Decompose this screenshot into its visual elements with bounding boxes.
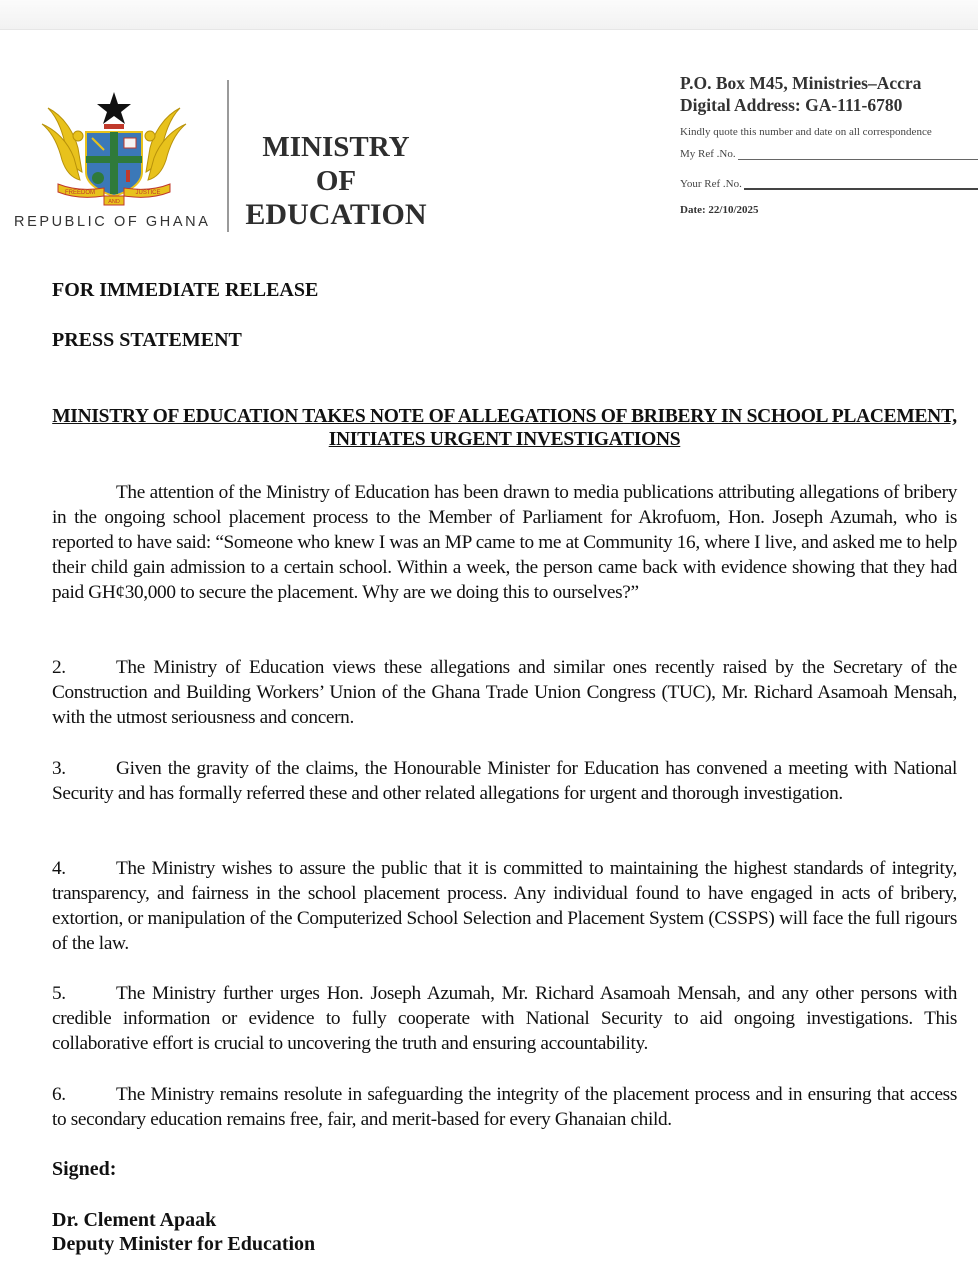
po-box: P.O. Box M45, Ministries–Accra <box>680 73 922 93</box>
paragraph-text: The Ministry further urges Hon. Joseph Azumah, Mr. Richard Asamoah Mensah, and any other persons with credible information or evidence to fully cooperate with National Security to aid ongoing investigations. This collaborative effort is crucial to uncovering the truth and ensuring accountability. <box>52 983 957 1054</box>
motto-and: AND <box>108 199 120 205</box>
document-date: Date: 22/10/2025 <box>680 204 759 216</box>
paragraph-1 <box>52 480 957 605</box>
paragraph-2 <box>52 655 957 730</box>
signed-label: Signed: <box>52 1158 117 1180</box>
paragraph-number: 6. <box>52 1084 66 1105</box>
motto-freedom: FREEDOM <box>65 190 95 196</box>
paragraph-number: 4. <box>52 858 66 879</box>
ministry-line-2: OF <box>315 165 357 197</box>
your-ref-label: Your Ref .No. <box>680 178 742 190</box>
your-ref-field <box>680 178 978 190</box>
paragraph-text: The Ministry remains resolute in safeguarding the integrity of the placement process and in ensuring that access to secondary education remains free, fair, and merit-based for every Ghanaian child. <box>52 1084 957 1130</box>
paragraph-text: The Ministry of Education views these allegations and similar ones recently raised by the Secretary of the Construction and Building Workers’ Union of the Ghana Trade Union Congress (TUC), Mr. Richard Asamoah Mensah, with the utmost seriousness and concern. <box>52 657 957 728</box>
quote-note: Kindly quote this number and date on all correspondence <box>680 126 932 138</box>
my-ref-field <box>680 148 978 160</box>
paragraph-number: 2. <box>52 657 66 678</box>
paragraph-3 <box>52 756 957 806</box>
digital-address: Digital Address: GA-111-6780 <box>680 95 903 115</box>
paragraph-number: 5. <box>52 983 66 1004</box>
my-ref-label: My Ref .No. <box>680 148 736 160</box>
signatory-title: Deputy Minister for Education <box>52 1233 316 1255</box>
my-ref-line <box>738 150 978 160</box>
paragraph-text: The attention of the Ministry of Education has been drawn to media publications attributing allegations of bribery in the ongoing school placement process to the Member of Parliament for Akrofuom, Hon. Joseph Azumah, who is reported to have said: “Someone who knew I was an MP came to me at Community 16, where I live, and asked me to help their child gain admission to a certain school. Within a week, the person came back with evidence showing that they had paid GH¢30,000 to secure the placement. Why are we doing this to ourselves?” <box>52 482 957 603</box>
address-block <box>680 72 978 216</box>
letterhead-divider <box>227 80 229 232</box>
your-ref-line <box>744 179 978 190</box>
paragraph-5 <box>52 981 957 1056</box>
release-label: FOR IMMEDIATE RELEASE <box>52 279 319 301</box>
paragraph-text: The Ministry wishes to assure the public that it is committed to maintaining the highest standards of integrity, transparency, and fairness in the school placement process. Any individual found to have engaged in acts of bribery, extortion, or manipulation of the Computerized School Selection and Placement System (CSSPS) will face the full rigours of the law. <box>52 858 957 954</box>
paragraph-text: Given the gravity of the claims, the Honourable Minister for Education has convened a meeting with National Security and has formally referred these and other related allegations for urgent and thorough investigation. <box>52 758 957 804</box>
republic-of-ghana-label: REPUBLIC OF GHANA <box>14 214 211 230</box>
paragraph-4 <box>52 856 957 956</box>
statement-label: PRESS STATEMENT <box>52 329 242 351</box>
headline: MINISTRY OF EDUCATION TAKES NOTE OF ALLEGATIONS OF BRIBERY IN SCHOOL PLACEMENT, INITIATES URGENT INVESTIGATIONS <box>52 406 957 450</box>
motto-justice: JUSTICE <box>135 190 161 196</box>
paragraph-6 <box>52 1082 957 1132</box>
signatory-name: Dr. Clement Apaak <box>52 1209 217 1231</box>
ministry-line-3: EDUCATION <box>245 198 427 231</box>
ministry-name <box>236 130 436 232</box>
paragraph-number: 3. <box>52 758 66 779</box>
ghana-coat-of-arms-icon <box>38 88 190 210</box>
viewer-top-bar <box>0 0 978 30</box>
ministry-line-1: MINISTRY <box>262 131 410 163</box>
